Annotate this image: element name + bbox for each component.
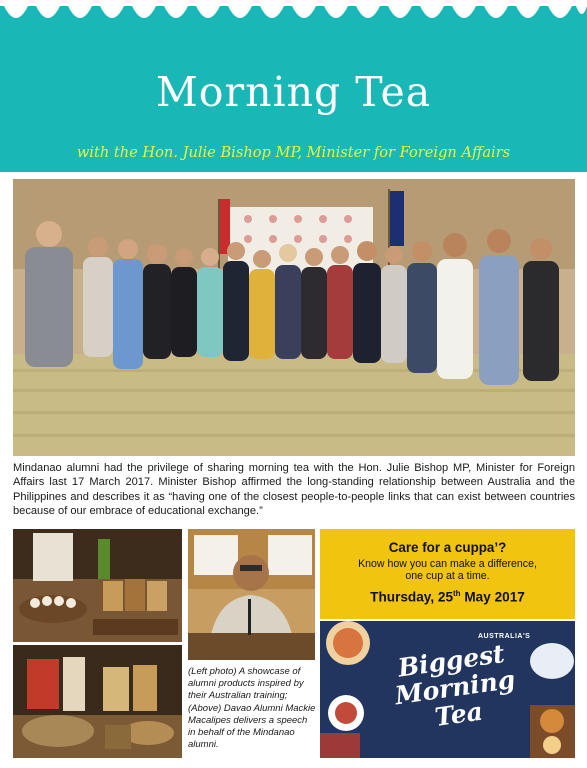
promo-date-month-year: May 2017 <box>460 589 525 605</box>
biggest-morning-tea-poster <box>320 621 575 758</box>
bunting-decoration <box>0 0 587 34</box>
alumni-products-photo-bottom <box>13 645 182 758</box>
alumni-products-photo-top <box>13 529 182 642</box>
poster-title: Biggest Morning Tea <box>393 638 517 732</box>
group-photo <box>13 179 575 456</box>
poster-kicker: AUSTRALIA'S <box>478 633 531 640</box>
header-banner <box>0 0 587 172</box>
promo-date-day: Thursday, 25 <box>370 589 454 605</box>
promo-date-ordinal: th <box>453 589 461 598</box>
page-title: Morning Tea <box>155 68 432 116</box>
promo-box <box>320 529 575 619</box>
photo-side-caption: (Left photo) A showcase of alumni products inspired by their Australian training; (Above) Davao Alumni Mackie Macalipes delivers a speech in behalf of the Mindanao alumni. <box>188 666 316 751</box>
promo-date <box>320 589 575 605</box>
photo-caption: Mindanao alumni had the privilege of sharing morning tea with the Hon. Julie Bishop MP, Minister for Foreign Affairs last 17 March 2017. Minister Bishop affirmed the long-standing relationship between Australia and the Philippines and describes it as “having one of the closest people-to-people links that can exist between countries because of our embrace of educational exchange.” <box>13 462 575 518</box>
promo-headline: Care for a cuppa’? <box>388 540 507 555</box>
speaker-photo <box>188 529 315 660</box>
page-subtitle: with the Hon. Julie Bishop MP, Minister for Foreign Affairs <box>76 144 511 161</box>
promo-text-line-2: one cup at a time. <box>405 570 490 582</box>
promo-text-line-1: Know how you can make a difference, <box>358 558 537 570</box>
